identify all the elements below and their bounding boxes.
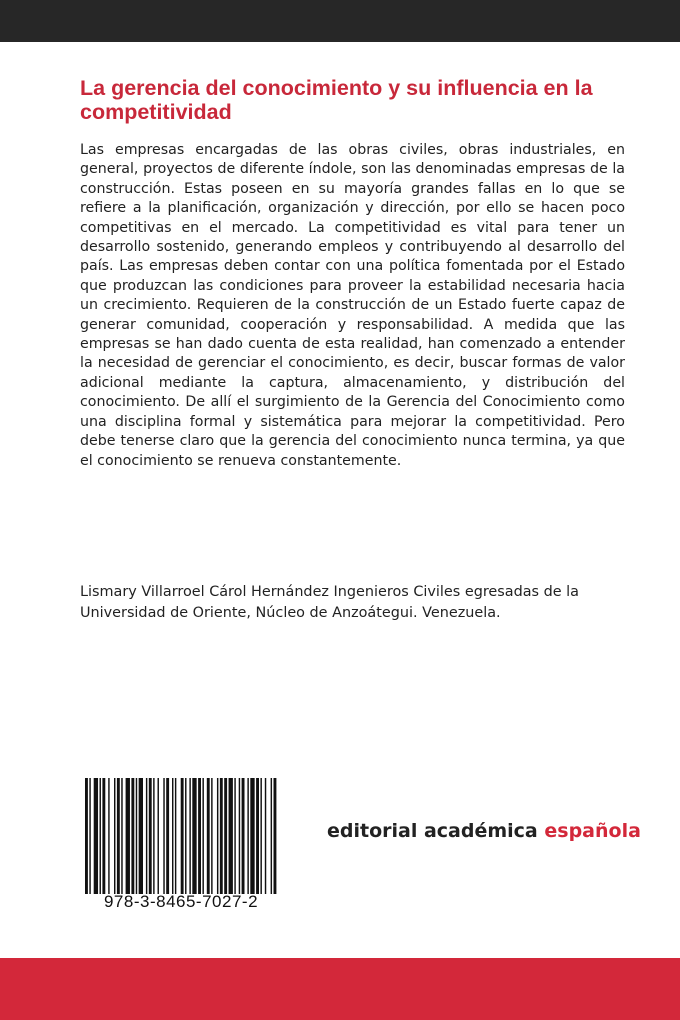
author-bio: Lismary Villarroel Cárol Hernández Ingenieros Civiles egresadas de la Universidad de Oriente, Núcleo de Anzoátegui. Venezuela.	[80, 584, 579, 621]
publisher-name: editorial académica	[327, 820, 545, 842]
publisher-logo	[327, 820, 641, 842]
book-description: Las empresas encargadas de las obras civiles, obras industriales, en general, proyectos de diferente índole, son las denominadas empresas de la construcción. Estas poseen en su mayoría grandes fallas en lo que se refiere a la planificación, organización y dirección, por ello se hacen poco competitivas en el mercado. La competitividad es vital para tener un desarrollo sostenido, generando empleos y contribuyendo al desarrollo del país. Las empresas deben contar con una política fomentada por el Estado que produzcan las condiciones para proveer la estabilidad necesaria hacia un crecimiento. Requieren de la construcción de un Estado fuerte capaz de generar comunidad, cooperación y responsabilidad. A medida que las empresas se han dado cuenta de esta realidad, han comenzado a entender la necesidad de gerenciar el conocimiento, es decir, buscar formas de valor adicional mediante la captura, almacenamiento, y distribución del conocimiento. De allí el surgimiento de la Gerencia del Conocimiento como una disciplina formal y sistemática para mejorar la competitividad. Pero debe tenerse claro que la gerencia del conocimiento nunca termina, ya que el conocimiento se renueva constantemente.	[80, 142, 625, 469]
isbn-number: 978-3-8465-7027-2	[103, 892, 259, 911]
publisher-name-accent: española	[544, 820, 641, 842]
barcode-bars	[85, 778, 277, 894]
book-title: La gerencia del conocimiento y su influencia en la competitividad	[80, 76, 593, 124]
barcode	[75, 770, 287, 920]
bottom-band	[0, 958, 680, 1020]
top-band	[0, 0, 680, 42]
